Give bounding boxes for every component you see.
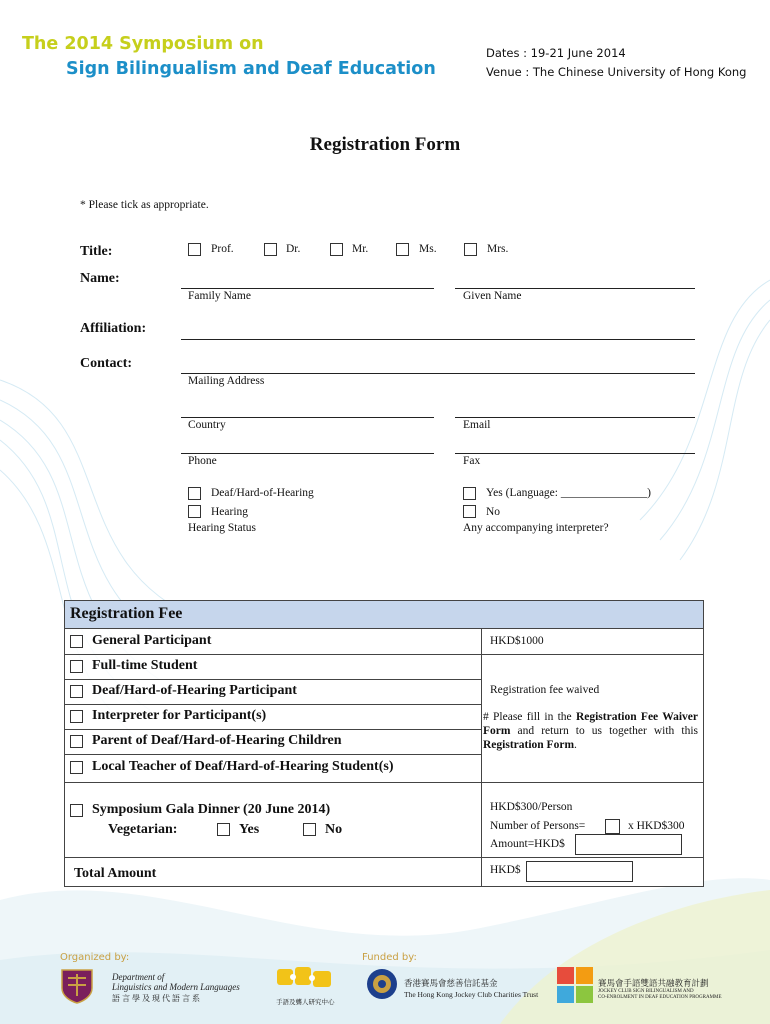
gala-amount-input[interactable] — [575, 834, 682, 855]
registration-fee-table — [64, 600, 704, 887]
waiver-note-mid: and return to us together with this — [510, 725, 698, 737]
jockey-club-english: The Hong Kong Jockey Club Charities Trust — [404, 990, 539, 999]
gala-amount-label: Amount=HKD$ — [490, 838, 565, 850]
dept-name-line1: Department of — [112, 972, 165, 982]
parent-label: Parent of Deaf/Hard-of-Hearing Children — [92, 733, 342, 748]
title-dr-checkbox[interactable] — [264, 243, 277, 256]
persons-label: Number of Persons= — [490, 820, 586, 832]
fee-waived-text: Registration fee waived — [490, 684, 600, 696]
interpreter-no-checkbox[interactable] — [463, 505, 476, 518]
sign-centre-chinese: 手語及聾人研究中心 — [276, 999, 335, 1006]
fee-table-header — [65, 601, 703, 629]
hearing-hearing-label: Hearing — [211, 506, 249, 518]
total-currency: HKD$ — [490, 864, 521, 876]
interpreter-question: Any accompanying interpreter? — [463, 522, 609, 534]
title-mrs-label: Mrs. — [487, 243, 509, 255]
mailing-address-caption: Mailing Address — [188, 375, 265, 387]
persons-count-input[interactable] — [605, 819, 620, 834]
fee-row-divider — [65, 729, 481, 730]
student-label: Full-time Student — [92, 658, 198, 673]
country-field[interactable] — [181, 417, 434, 418]
programme-english-line1: JOCKEY CLUB SIGN BILINGUALISM AND — [598, 989, 694, 994]
phone-field[interactable] — [181, 453, 434, 454]
title-dr-label: Dr. — [286, 243, 301, 255]
email-field[interactable] — [455, 417, 695, 418]
email-caption: Email — [463, 419, 491, 431]
hearing-hearing-checkbox[interactable] — [188, 505, 201, 518]
funded-by-label: Funded by: — [362, 952, 417, 963]
title-mr-label: Mr. — [352, 243, 369, 255]
dept-name-chinese: 語 言 學 及 現 代 語 言 系 — [112, 994, 200, 1003]
organized-by-label: Organized by: — [60, 952, 130, 963]
vegetarian-yes-checkbox[interactable] — [217, 823, 230, 836]
event-title-line1: The 2014 Symposium on — [22, 34, 264, 54]
interpreter-yes-label: Yes (Language: _______________) — [486, 487, 651, 499]
general-participant-checkbox[interactable] — [70, 635, 83, 648]
family-name-caption: Family Name — [188, 290, 251, 302]
general-participant-label: General Participant — [92, 633, 212, 648]
fee-row-divider — [65, 679, 481, 680]
fax-caption: Fax — [463, 455, 481, 467]
fee-column-divider — [481, 629, 482, 886]
programme-chinese: 賽馬會手語雙語共融教育計劃 — [598, 978, 709, 988]
fee-row-divider — [65, 654, 703, 655]
event-dates: Dates : 19-21 June 2014 — [486, 46, 626, 60]
fee-row-divider — [65, 704, 481, 705]
jockey-club-logo — [366, 968, 398, 1000]
teacher-label: Local Teacher of Deaf/Hard-of-Hearing Student(s) — [92, 759, 394, 774]
mailing-address-field[interactable] — [181, 373, 695, 374]
phone-caption: Phone — [188, 455, 217, 467]
vegetarian-label: Vegetarian: — [108, 822, 178, 837]
waiver-form-name: Registration Fee Waiver Form — [483, 711, 698, 737]
title-mr-checkbox[interactable] — [330, 243, 343, 256]
contact-label: Contact: — [80, 356, 133, 371]
vegetarian-yes-label: Yes — [239, 822, 260, 837]
fee-row-divider — [65, 782, 703, 783]
university-crest-logo — [60, 968, 94, 1004]
title-prof-label: Prof. — [211, 243, 234, 255]
hearing-status-caption: Hearing Status — [188, 522, 257, 534]
hearing-deaf-label: Deaf/Hard-of-Hearing — [211, 487, 314, 499]
vegetarian-no-label: No — [325, 822, 343, 837]
event-venue: Venue : The Chinese University of Hong Kong — [486, 65, 747, 79]
country-caption: Country — [188, 419, 226, 431]
tick-note: * Please tick as appropriate. — [80, 199, 209, 211]
name-label: Name: — [80, 271, 120, 286]
total-amount-label: Total Amount — [74, 866, 157, 881]
sign-centre-logo — [275, 965, 335, 995]
interpreter-participant-checkbox[interactable] — [70, 710, 83, 723]
waiver-note-end: . — [574, 739, 577, 751]
interpreter-yes-checkbox[interactable] — [463, 487, 476, 500]
general-participant-fee: HKD$1000 — [490, 635, 544, 647]
given-name-caption: Given Name — [463, 290, 522, 302]
title-label: Title: — [80, 244, 113, 259]
family-name-field[interactable] — [181, 288, 434, 289]
gala-dinner-label: Symposium Gala Dinner (20 June 2014) — [92, 802, 331, 817]
title-ms-checkbox[interactable] — [396, 243, 409, 256]
programme-english-line2: CO-ENROLMENT IN DEAF EDUCATION PROGRAMME — [598, 995, 722, 1000]
teacher-checkbox[interactable] — [70, 761, 83, 774]
gala-price: HKD$300/Person — [490, 801, 573, 813]
event-title-line2: Sign Bilingualism and Deaf Education — [66, 59, 436, 79]
student-checkbox[interactable] — [70, 660, 83, 673]
hearing-deaf-checkbox[interactable] — [188, 487, 201, 500]
gala-dinner-checkbox[interactable] — [70, 804, 83, 817]
form-title: Registration Form — [309, 134, 461, 155]
registration-form-name: Registration Form — [483, 739, 575, 751]
persons-multiplier: x HKD$300 — [628, 820, 685, 832]
jockey-club-chinese: 香港賽馬會慈善信託基金 — [404, 978, 498, 988]
programme-logo — [556, 966, 594, 1004]
total-amount-input[interactable] — [526, 861, 633, 882]
interpreter-no-label: No — [486, 506, 501, 518]
waiver-note — [483, 710, 698, 752]
waiver-note-prefix: # Please fill in the — [483, 711, 576, 723]
fax-field[interactable] — [455, 453, 695, 454]
affiliation-label: Affiliation: — [80, 321, 147, 336]
vegetarian-no-checkbox[interactable] — [303, 823, 316, 836]
fee-row-divider — [65, 857, 703, 858]
parent-checkbox[interactable] — [70, 735, 83, 748]
title-mrs-checkbox[interactable] — [464, 243, 477, 256]
dept-name-line2: Linguistics and Modern Languages — [112, 982, 240, 992]
fee-heading: Registration Fee — [70, 605, 183, 622]
interpreter-participant-label: Interpreter for Participant(s) — [92, 708, 267, 723]
title-ms-label: Ms. — [419, 243, 437, 255]
given-name-field[interactable] — [455, 288, 695, 289]
fee-row-divider — [65, 754, 481, 755]
deaf-participant-checkbox[interactable] — [70, 685, 83, 698]
title-prof-checkbox[interactable] — [188, 243, 201, 256]
affiliation-field[interactable] — [181, 339, 695, 340]
deaf-participant-label: Deaf/Hard-of-Hearing Participant — [92, 683, 297, 698]
